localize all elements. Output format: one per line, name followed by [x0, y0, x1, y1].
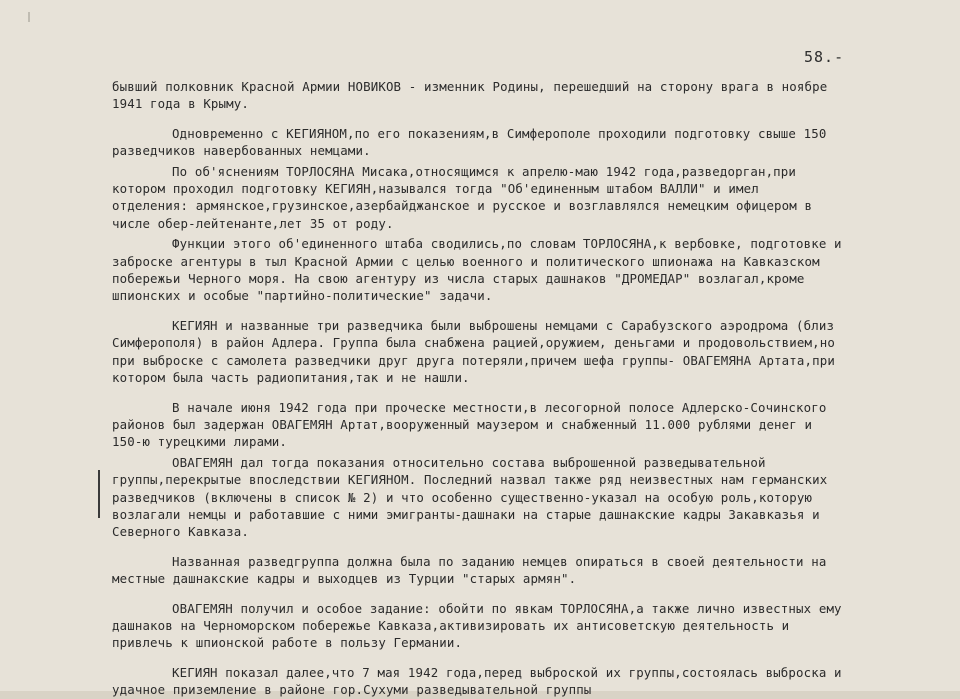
- paragraph: В начале июня 1942 года при проческе местности,в лесогорной полосе Адлерско-Сочинского районов был задержан ОВАГЕМЯН Артат,вооруженный маузером и снабженный 11.000 рублями денег и 150-ю турецкими лирами.: [112, 399, 827, 450]
- margin-mark: [98, 470, 100, 518]
- paragraph: Названная разведгруппа должна была по заданию немцев опираться в своей деятельности на местные дашнакские кадры и выходцев из Турции "старых армян".: [112, 553, 827, 587]
- document-body: [112, 78, 842, 699]
- paragraph: КЕГИЯН показал далее,что 7 мая 1942 года,перед выброской их группы,состоялась выброска и удачное приземление в районе гор.Сухуми разведывательной группы: [112, 664, 842, 698]
- paragraph: По об'яснениям ТОРЛОСЯНА Мисака,относящимся к апрелю-маю 1942 года,разведорган,при котором проходил подготовку КЕГИЯН,назывался тогда "Об'единенным штабом ВАЛЛИ" и имел отделения: армянское,грузинское,азербайджанское и русское и возглавлялся немецким офицером в числе обер-лейтенанте,лет 35 от роду.: [112, 163, 813, 231]
- paragraph: ОВАГЕМЯН получил и особое задание: обойти по явкам ТОРЛОСЯНА,а также лично известных ему дашнаков на Черноморском побережье Кавказа,активизировать их антисоветскую деятельность и привлечь к шпионской работе в пользу Германии.: [112, 600, 842, 651]
- page-number: 58.-: [804, 48, 845, 66]
- page-edge-mark: [28, 12, 42, 22]
- paragraph: Функции этого об'единенного штаба сводились,по словам ТОРЛОСЯНА,к вербовке, подготовке и заброске агентуры в тыл Красной Армии с целью военного и политического шпионажа на Кавказском побережьи Черного моря. На свою агентуру из числа старых дашнаков "ДРОМЕДАР" возлагал,кроме шпионских и особые "партийно-политические" задачи.: [112, 236, 842, 304]
- paragraph: КЕГИЯН и названные три разведчика были выброшены немцами с Сарабузского аэродрома (близ Симферополя) в район Адлера. Группа была снабжена рацией,оружием, деньгами и продовольствием,но при выброске с самолета разведчики друг друга потеряли,причем шефа группы- ОВАГЕМЯНА Артата,при котором была часть радиопитания,так и не нашли.: [112, 317, 835, 386]
- paragraph: Одновременно с КЕГИЯНОМ,по его показениям,в Симферополе проходили подготовку свыше 150 разведчиков навербованных немцами.: [112, 125, 827, 159]
- paragraph: бывший полковник Красной Армии НОВИКОВ - изменник Родины, перешедший на сторону врага в ноябре 1941 года в Крыму.: [112, 79, 828, 112]
- paragraph: ОВАГЕМЯН дал тогда показания относительно состава выброшенной разведывательной группы,перекрытые впоследствии КЕГИЯНОМ. Последний назвал также ряд неизвестных нам германских разведчиков (включены в список № 2) и что особенно существенно-указал на особую роль,которую возлагали немцы и работавшие с ними эмигранты-дашнаки на старые дашнакские кадры Закавказья и Северного Кавказа.: [112, 454, 828, 540]
